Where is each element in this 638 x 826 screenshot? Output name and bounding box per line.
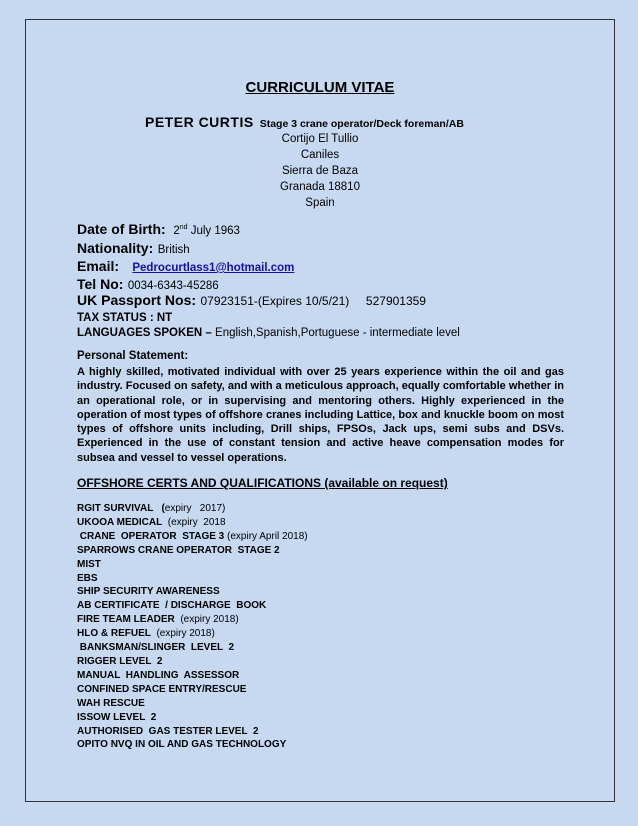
dob-row (77, 221, 240, 239)
cert-item: RGIT SURVIVAL (expiry 2017) (77, 503, 226, 514)
passport-label: UK Passport Nos: (77, 292, 197, 308)
document-title: CURRICULUM VITAE (245, 79, 395, 96)
cert-item: CRANE OPERATOR STAGE 3 (expiry April 2018) (77, 530, 308, 542)
cert-item: WAH RESCUE (77, 697, 145, 709)
email-row (77, 258, 294, 276)
email-label: Email: (77, 258, 120, 274)
cert-item: CONFINED SPACE ENTRY/RESCUE (77, 683, 247, 695)
cert-item: MANUAL HANDLING ASSESSOR (77, 669, 240, 681)
passport-value: 07923151-(Expires 10/5/21) 527901359 (200, 294, 426, 308)
email-link[interactable]: Pedrocurtlass1@hotmail.com (132, 262, 295, 274)
person-name: PETER CURTIS (145, 114, 254, 130)
address-line: Spain (305, 197, 335, 209)
cert-item: SHIP SECURITY AWARENESS (77, 586, 220, 598)
nationality-row (77, 240, 190, 258)
job-role: Stage 3 crane operator/Deck foreman/AB (259, 118, 464, 130)
address-line: Cortijo El Tullio (281, 133, 359, 145)
tel-value: 0034-6343-45286 (127, 280, 219, 292)
address-line: Granada 18810 (280, 181, 360, 193)
languages-label: LANGUAGES SPOKEN – (77, 327, 212, 339)
certs-title: OFFSHORE CERTS AND QUALIFICATIONS (available on request) (77, 476, 448, 490)
cert-item: ISSOW LEVEL 2 (77, 711, 157, 723)
nationality-label: Nationality: (77, 240, 154, 256)
languages-row (77, 323, 460, 341)
languages-value: English,Spanish,Portuguese - intermediate level (211, 327, 460, 339)
tel-label: Tel No: (77, 276, 124, 292)
cert-item: EBS (77, 572, 98, 584)
tax-status: TAX STATUS : NT (77, 312, 173, 324)
cert-item: HLO & REFUEL (expiry 2018) (77, 628, 215, 640)
cert-item: BANKSMAN/SLINGER LEVEL 2 (77, 642, 235, 654)
cert-item: FIRE TEAM LEADER (expiry 2018) (77, 614, 239, 626)
cert-item: AUTHORISED GAS TESTER LEVEL 2 (77, 725, 259, 737)
cert-item: RIGGER LEVEL 2 (77, 655, 163, 667)
cert-item: MIST (77, 558, 101, 570)
personal-statement-body: A highly skilled, motivated individual with over 25 years experience within the oil and gas industry. Focused on safety, and with a meticulous approach, equally comfortable whether in an operational role, or in supervising and mentoring others. Highly experienced in the operation of most types of offshore cranes including Lattice, box and knuckle boom on most types of offshore units including, Drill ships, FPSOs, Jack ups, semi subs and DSVs. Experienced in the use of constant tension and active heave compensation modes for subsea and vessel to vessel operations. (77, 366, 564, 464)
cert-item: OPITO NVQ IN OIL AND GAS TECHNOLOGY (77, 739, 287, 751)
name-line (145, 114, 464, 132)
dob-day: 2 (173, 225, 180, 237)
cert-item: SPARROWS CRANE OPERATOR STAGE 2 (77, 544, 280, 556)
dob-rest: July 1963 (187, 225, 240, 237)
cert-item: AB CERTIFICATE / DISCHARGE BOOK (77, 600, 267, 612)
address-line: Caniles (300, 149, 340, 161)
dob-suffix: nd (179, 224, 188, 232)
personal-statement-label: Personal Statement: (77, 350, 189, 362)
certs-list (77, 502, 308, 752)
cert-item: UKOOA MEDICAL (expiry 2018 (77, 516, 226, 528)
dob-value (170, 225, 240, 237)
address-line: Sierra de Baza (281, 165, 359, 177)
nationality-value: British (157, 244, 190, 256)
dob-label: Date of Birth: (77, 221, 166, 237)
address-block (250, 131, 390, 211)
